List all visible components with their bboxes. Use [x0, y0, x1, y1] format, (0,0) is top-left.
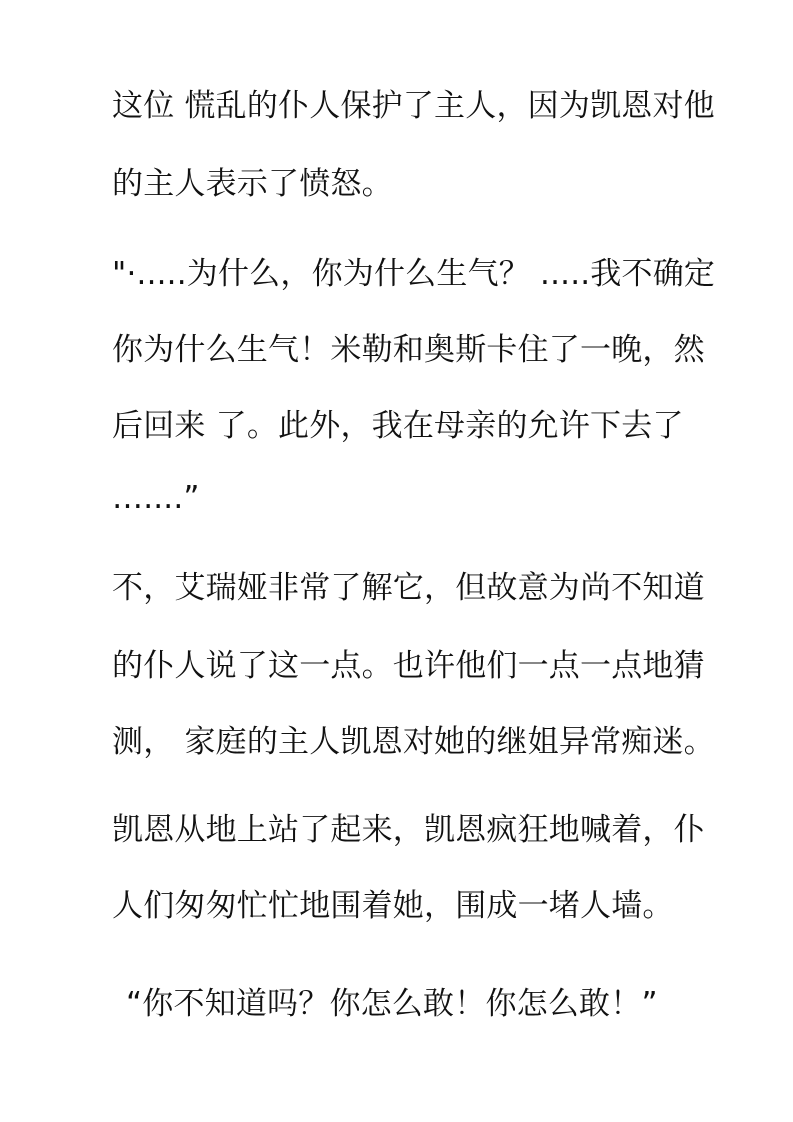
- text-line: 后回来 了。此外，我在母亲的允许下去了: [112, 408, 684, 444]
- text-line: 的主人表示了愤怒。: [112, 166, 393, 202]
- text-line: "·.....为什么，你为什么生气？ .....我不确定: [112, 256, 716, 292]
- text-line: 你为什么生气！米勒和奥斯卡住了一晚，然: [112, 332, 705, 368]
- text-line: 人们匆匆忙忙地围着她，围成一堵人墙。: [112, 888, 674, 924]
- text-line: 不，艾瑞娅非常了解它，但故意为尚不知道: [112, 570, 705, 606]
- text-line: “你不知道吗？你怎么敢！你怎么敢！”: [126, 986, 658, 1022]
- text-line: 测， 家庭的主人凯恩对她的继姐异常痴迷。: [112, 724, 715, 760]
- text-line: …....”: [112, 480, 200, 516]
- text-line: 这位 慌乱的仆人保护了主人，因为凯恩对他: [112, 88, 715, 124]
- text-line: 的仆人说了这一点。也许他们一点一点地猜: [112, 648, 705, 684]
- text-line: 凯恩从地上站了起来，凯恩疯狂地喊着，仆: [112, 812, 705, 848]
